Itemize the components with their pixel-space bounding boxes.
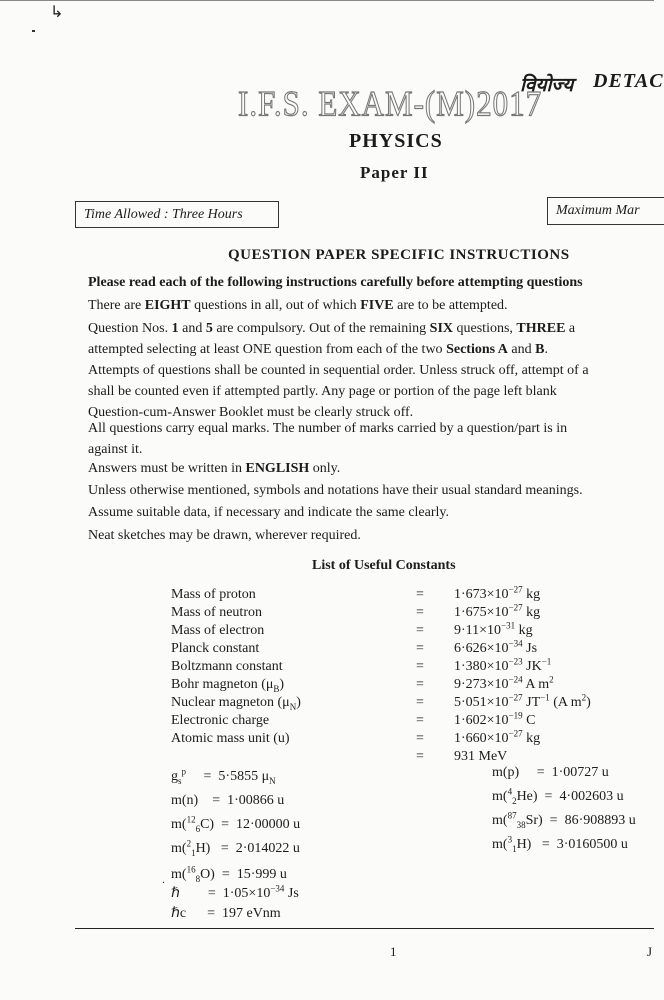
bottom-rule xyxy=(75,928,654,929)
const-value-nuclear: $5\cdot 051\times 10^{-27}$ $JT^{-1}$ (A $m^2$) xyxy=(454,692,591,710)
const-eq: = xyxy=(416,749,424,764)
nuclear-hbar: ℏ = $1\cdot 05\times 10^{-34}$ Js xyxy=(171,883,299,901)
instruction-6: Unless otherwise mentioned, symbols and notations have their usual standard meanings. xyxy=(88,483,583,498)
const-value-boltzmann: $1\cdot 380\times 10^{-23}$ $JK^{-1}$ xyxy=(454,656,552,674)
const-name-electron: Mass of electron xyxy=(171,623,265,638)
subject-title: PHYSICS xyxy=(349,130,443,152)
nuclear-mc12: m($^{12}_6$C) = 12·00000 u xyxy=(171,814,301,834)
nuclear-mhe4: m($^4_2$He) = 4·002603 u xyxy=(492,786,624,806)
instruction-4: All questions carry equal marks. The number of marks carried by a question/part is in against it. xyxy=(88,421,568,457)
const-name-proton: Mass of proton xyxy=(171,587,256,602)
stray-dot: . xyxy=(162,872,165,886)
time-allowed-box xyxy=(75,201,279,228)
instruction-1: There are EIGHT questions in all, out of which FIVE are to be attempted. xyxy=(88,298,508,313)
const-name-neutron: Mass of neutron xyxy=(171,605,262,620)
nuclear-mn: m(n) = 1·00866 u xyxy=(171,793,285,808)
instructions-lead: Please read each of the following instructions carefully before attempting questions xyxy=(88,275,583,290)
nuclear-msr87: m($^{87}_{38}$Sr) = 86·908893 u xyxy=(492,810,636,830)
instruction-5: Answers must be written in ENGLISH only. xyxy=(88,461,341,476)
instruction-7: Assume suitable data, if necessary and indicate the same clearly. xyxy=(88,505,450,520)
nuclear-mo16: m($^{16}_8$O) = 15·999 u xyxy=(171,864,287,884)
const-value-amu-mev: 931 MeV xyxy=(454,749,508,764)
nuclear-mh2: m($^2_1$H) = 2·014022 u xyxy=(171,838,300,858)
instruction-2: Question Nos. 1 and 5 are compulsory. Out of the remaining SIX questions, THREE a attempted selecting at least ONE question from each of the two Sections A and B. xyxy=(88,321,576,357)
const-eq: = xyxy=(416,587,424,602)
const-value-charge: $1\cdot 602\times 10^{-19}$ C xyxy=(454,710,536,728)
nuclear-mh3: m($^3_1$H) = 3·0160500 u xyxy=(492,834,628,854)
time-allowed-text: Time Allowed : Three Hours xyxy=(84,207,243,222)
maximum-marks-box xyxy=(547,197,664,225)
const-eq: = xyxy=(416,713,424,728)
const-name-charge: Electronic charge xyxy=(171,713,270,728)
exam-stamp: I.F.S. EXAM-(M)2017 xyxy=(238,83,543,124)
const-eq: = xyxy=(416,677,424,692)
paper-number: Paper II xyxy=(360,163,429,182)
detach-label: DETAC xyxy=(593,70,664,92)
page-right-mark: J xyxy=(647,944,653,959)
instruction-3: Attempts of questions shall be counted in sequential order. Unless struck off, attempt of a shall be counted even if attempted partly. Any page or portion of the page left blank Question-cum-Answer Booklet must be clearly struck off. xyxy=(88,363,589,420)
corner-dot xyxy=(32,30,35,32)
const-eq: = xyxy=(416,659,424,674)
const-eq: = xyxy=(416,605,424,620)
nuclear-hbar-c: ℏc = 197 eVnm xyxy=(171,906,281,921)
top-edge-line xyxy=(0,0,654,1)
page-number: 1 xyxy=(390,944,397,959)
const-eq: = xyxy=(416,695,424,710)
const-name-planck: Planck constant xyxy=(171,641,260,656)
nuclear-mp: m(p) = 1·00727 u xyxy=(492,765,609,780)
instruction-8: Neat sketches may be drawn, wherever required. xyxy=(88,528,361,543)
const-value-neutron: $1\cdot 675\times 10^{-27}$ kg xyxy=(454,602,541,620)
const-name-bohr: Bohr magneton $(\mu_B)$ xyxy=(171,677,285,694)
const-name-nuclear: Nuclear magneton $(\mu_N)$ xyxy=(171,695,301,712)
const-eq: = xyxy=(416,623,424,638)
const-name-boltzmann: Boltzmann constant xyxy=(171,659,283,674)
maximum-marks-text: Maximum Mar xyxy=(556,203,640,218)
const-eq: = xyxy=(416,731,424,746)
corner-arrow-mark: ↳ xyxy=(50,2,64,21)
const-value-bohr: $9\cdot 273\times 10^{-24}$ A $m^2$ xyxy=(454,674,554,692)
const-name-amu: Atomic mass unit (u) xyxy=(171,731,290,746)
nuclear-gs: $g_s^p$ = 5·5855 $\mu_N$ xyxy=(171,766,276,786)
const-eq: = xyxy=(416,641,424,656)
instructions-heading: QUESTION PAPER SPECIFIC INSTRUCTIONS xyxy=(228,247,570,263)
const-value-amu: $1\cdot 660\times 10^{-27}$ kg xyxy=(454,728,541,746)
const-value-planck: $6\cdot 626\times 10^{-34}$ Js xyxy=(454,638,538,656)
const-value-electron: $9\cdot 11\times 10^{-31}$ kg xyxy=(454,620,533,638)
hindi-detachable-label: वियोज्य xyxy=(520,74,574,96)
const-value-proton: $1\cdot 673\times 10^{-27}$ kg xyxy=(454,584,541,602)
constants-heading: List of Useful Constants xyxy=(312,558,456,573)
